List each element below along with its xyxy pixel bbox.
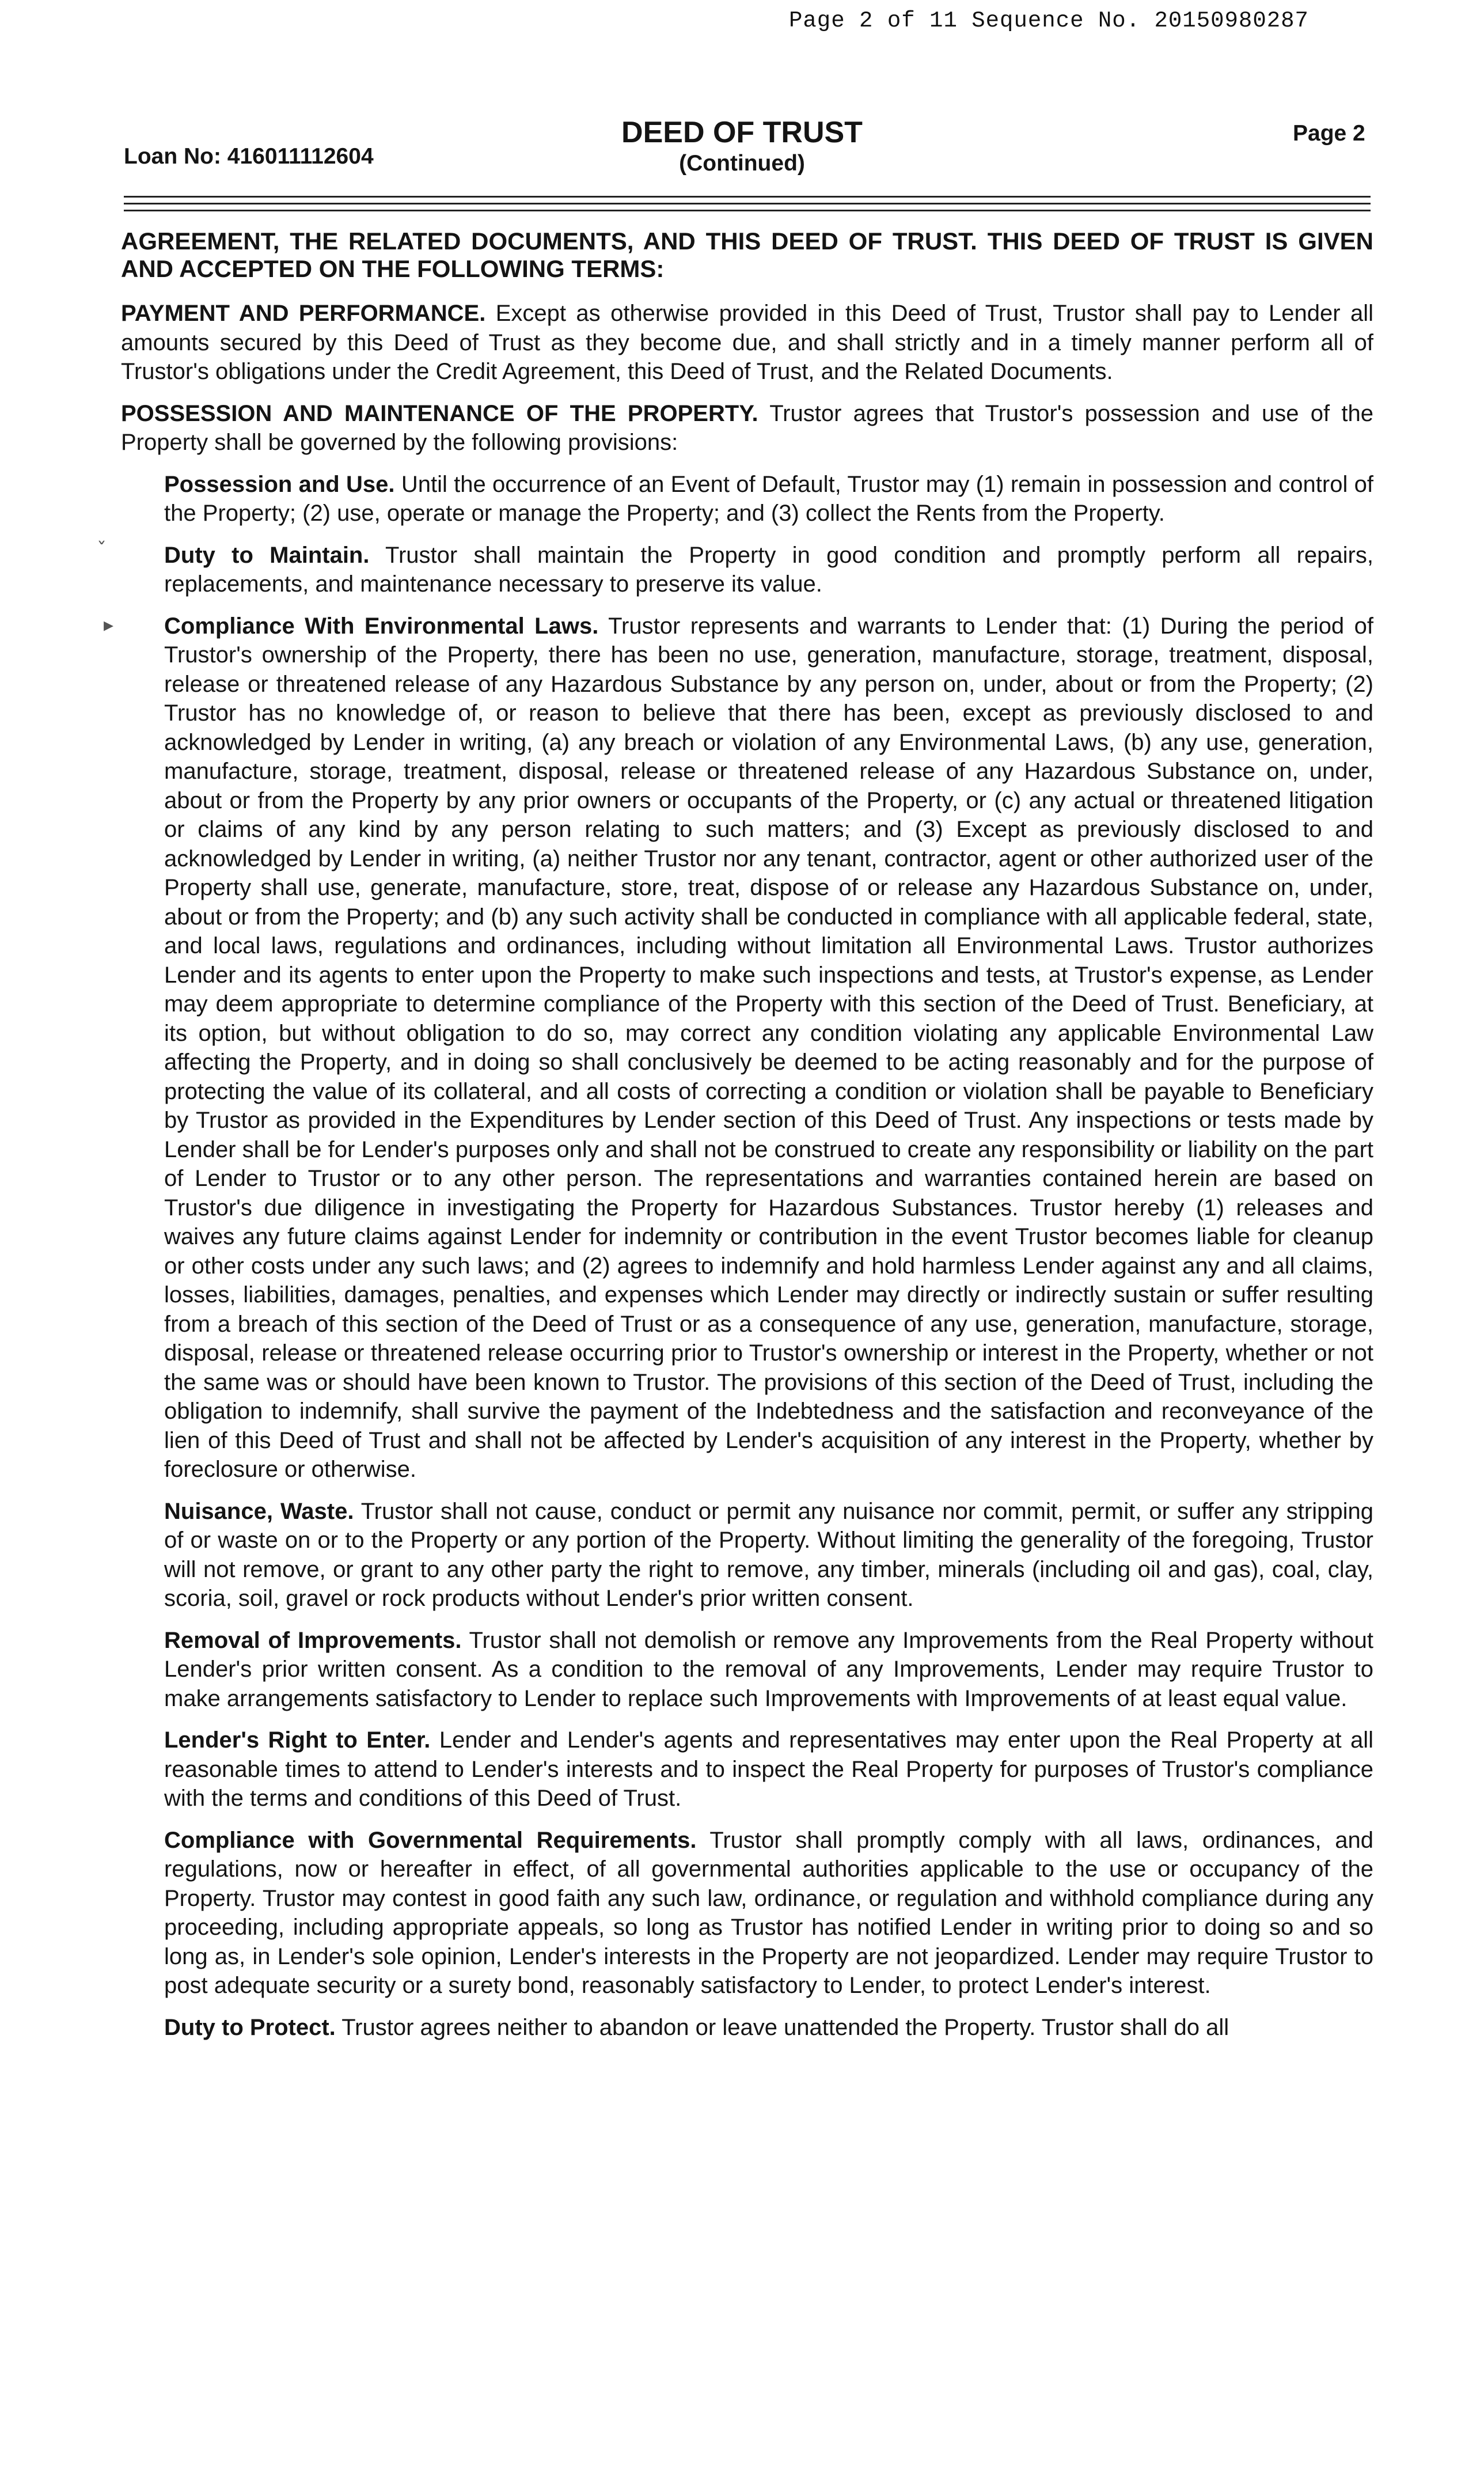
subsection-removal xyxy=(164,1626,1373,1714)
subsection-text: Trustor shall not cause, conduct or permit any nuisance nor commit, permit, or suffer any stripping of or waste on or to the Property or any portion of the Property. Without limiting the generality of the foregoing, Trustor will not remove, or grant to any other party the right to remove, any timber, minerals (including oil and gas), coal, clay, scoria, soil, gravel or rock products without Lender's prior written consent. xyxy=(164,1498,1373,1611)
section-heading: POSSESSION AND MAINTENANCE OF THE PROPERTY. xyxy=(121,400,758,426)
subsection-text: Trustor shall not demolish or remove any Improvements from the Real Property without Lender's prior written consent. As a condition to the removal of any Improvements, Lender may require Trustor to make arrangements satisfactory to Lender to replace such Improvements with Improvements of at least equal value. xyxy=(164,1627,1374,1711)
page-number: Page 2 xyxy=(1293,121,1365,146)
section-text: Trustor agrees that Trustor's possession and use of the Property shall be governed by the following provisions: xyxy=(121,400,1374,455)
subsection-heading: Lender's Right to Enter. xyxy=(164,1727,431,1753)
subsection-text: Trustor shall maintain the Property in good condition and promptly perform all repairs, replacements, and maintenance necessary to preserve its value. xyxy=(164,542,1373,597)
subsection-possession-use xyxy=(164,470,1373,528)
header-rule xyxy=(124,203,1371,204)
subsection-text: Trustor shall promptly comply with all laws, ordinances, and regulations, now or hereafter in effect, of all governmental authorities applicable to the use or occupancy of the Property. Trustor may contest in good faith any such law, ordinance, or regulation and withhold compliance during any proceeding, including appropriate appeals, so long as Trustor has notified Lender in writing prior to doing so and so long as, in Lender's sole opinion, Lender's interests in the Property are not jeopardized. Lender may require Trustor to post adequate security or a surety bond, reasonably satisfactory to Lender, to protect Lender's interest. xyxy=(164,1827,1374,1998)
header-rule xyxy=(124,196,1371,198)
section-text: Except as otherwise provided in this Deed of Trust, Trustor shall pay to Lender all amounts secured by this Deed of Trust as they become due, and shall strictly and in a timely manner perform all of Trustor's obligations under the Credit Agreement, this Deed of Trust, and the Related Documents. xyxy=(121,301,1374,384)
document-subtitle: (Continued) xyxy=(679,151,805,176)
section-heading: PAYMENT AND PERFORMANCE. xyxy=(121,301,486,326)
header-rule xyxy=(124,210,1371,211)
subsection-environmental xyxy=(164,612,1373,1484)
subsection-heading: Duty to Protect. xyxy=(164,2014,336,2040)
subsection-right-to-enter xyxy=(164,1726,1373,1813)
recording-stamp: Page 2 of 11 Sequence No. 20150980287 xyxy=(789,8,1309,33)
subsection-duty-maintain xyxy=(164,541,1373,599)
subsection-nuisance xyxy=(164,1497,1373,1613)
subsection-heading: Duty to Maintain. xyxy=(164,542,370,568)
subsection-governmental xyxy=(164,1826,1373,2000)
document-title: DEED OF TRUST xyxy=(621,116,863,149)
subsection-duty-protect xyxy=(164,2013,1373,2042)
section-possession xyxy=(121,399,1373,457)
margin-mark: ▸ xyxy=(104,613,114,636)
subsection-heading: Removal of Improvements. xyxy=(164,1627,462,1653)
subsection-heading: Compliance With Environmental Laws. xyxy=(164,613,599,639)
document-body xyxy=(121,228,1373,2055)
subsection-text: Until the occurrence of an Event of Default, Trustor may (1) remain in possession and control of the Property; (2) use, operate or manage the Property; and (3) collect the Rents from the Property. xyxy=(164,471,1374,526)
section-payment xyxy=(121,299,1373,386)
subsection-text: Trustor represents and warrants to Lender that: (1) During the period of Trustor's ownership of the Property, there has been no use, generation, manufacture, storage, treatment, disposal, release or threatened release of any Hazardous Substance by any person on, under, about or from the Property; (2) Trustor has no knowledge of, or reason to believe that there has been, except as previously disclosed to and acknowledged by Lender in writing, (a) any breach or violation of any Environmental Laws, (b) any use, generation, manufacture, storage, treatment, disposal, release or threatened release of any Hazardous Substance on, under, about or from the Property by any prior owners or occupants of the Property, or (c) any actual or threatened litigation or claims of any kind by any person relating to such matters; and (3) Except as previously disclosed to and acknowledged by Lender in writing, (a) neither Trustor nor any tenant, contractor, agent or other authorized user of the Property shall use, generate, manufacture, store, treat, dispose of or release any Hazardous Substance on, under, about or from the Property; and (b) any such activity shall be conducted in compliance with all applicable federal, state, and local laws, regulations and ordinances, including without limitation all Environmental Laws. Trustor authorizes Lender and its agents to enter upon the Property to make such inspections and tests, at Trustor's expense, as Lender may deem appropriate to determine compliance of the Property with this section of the Deed of Trust. Beneficiary, at its option, but without obligation to do so, may correct any condition violating any applicable Environmental Law affecting the Property, and in doing so shall conclusively be deemed to be acting reasonably and for the purpose of protecting the value of its collateral, and all costs of correcting a condition or violation shall be payable to Beneficiary by Trustor as provided in the Expenditures by Lender section of this Deed of Trust. Any inspections or tests made by Lender shall be for Lender's purposes only and shall not be construed to create any responsibility or liability on the part of Lender to Trustor or to any other person. The representations and warranties contained herein are based on Trustor's due diligence in investigating the Property for Hazardous Substances. Trustor hereby (1) releases and waives any future claims against Lender for indemnity or contribution in the event Trustor becomes liable for cleanup or other costs under any such laws; and (2) agrees to indemnify and hold harmless Lender against any and all claims, losses, liabilities, damages, penalties, and expenses which Lender may directly or indirectly sustain or suffer resulting from a breach of this section of the Deed of Trust or as a consequence of any use, generation, manufacture, storage, disposal, release or threatened release occurring prior to Trustor's ownership or interest in the Property, whether or not the same was or should have been known to Trustor. The provisions of this section of the Deed of Trust, including the obligation to indemnify, shall survive the payment of the Indebtedness and the satisfaction and reconveyance of the lien of this Deed of Trust and shall not be affected by Lender's acquisition of any interest in the Property, whether by foreclosure or otherwise. xyxy=(164,613,1373,1482)
subsection-heading: Nuisance, Waste. xyxy=(164,1498,354,1524)
intro-paragraph: AGREEMENT, THE RELATED DOCUMENTS, AND THIS DEED OF TRUST. THIS DEED OF TRUST IS GIVEN AND ACCEPTED ON THE FOLLOWING TERMS: xyxy=(121,228,1373,282)
subsection-heading: Possession and Use. xyxy=(164,471,395,497)
loan-number: Loan No: 416011112604 xyxy=(124,144,374,169)
subsection-heading: Compliance with Governmental Requirements. xyxy=(164,1827,697,1853)
margin-mark: ˇ xyxy=(97,539,107,562)
subsection-text: Trustor agrees neither to abandon or leave unattended the Property. Trustor shall do all xyxy=(335,2014,1229,2040)
subsection-text: Lender and Lender's agents and representatives may enter upon the Real Property at all reasonable times to attend to Lender's interests and to inspect the Real Property for purposes of Trustor's compliance with the terms and conditions of this Deed of Trust. xyxy=(164,1727,1373,1811)
